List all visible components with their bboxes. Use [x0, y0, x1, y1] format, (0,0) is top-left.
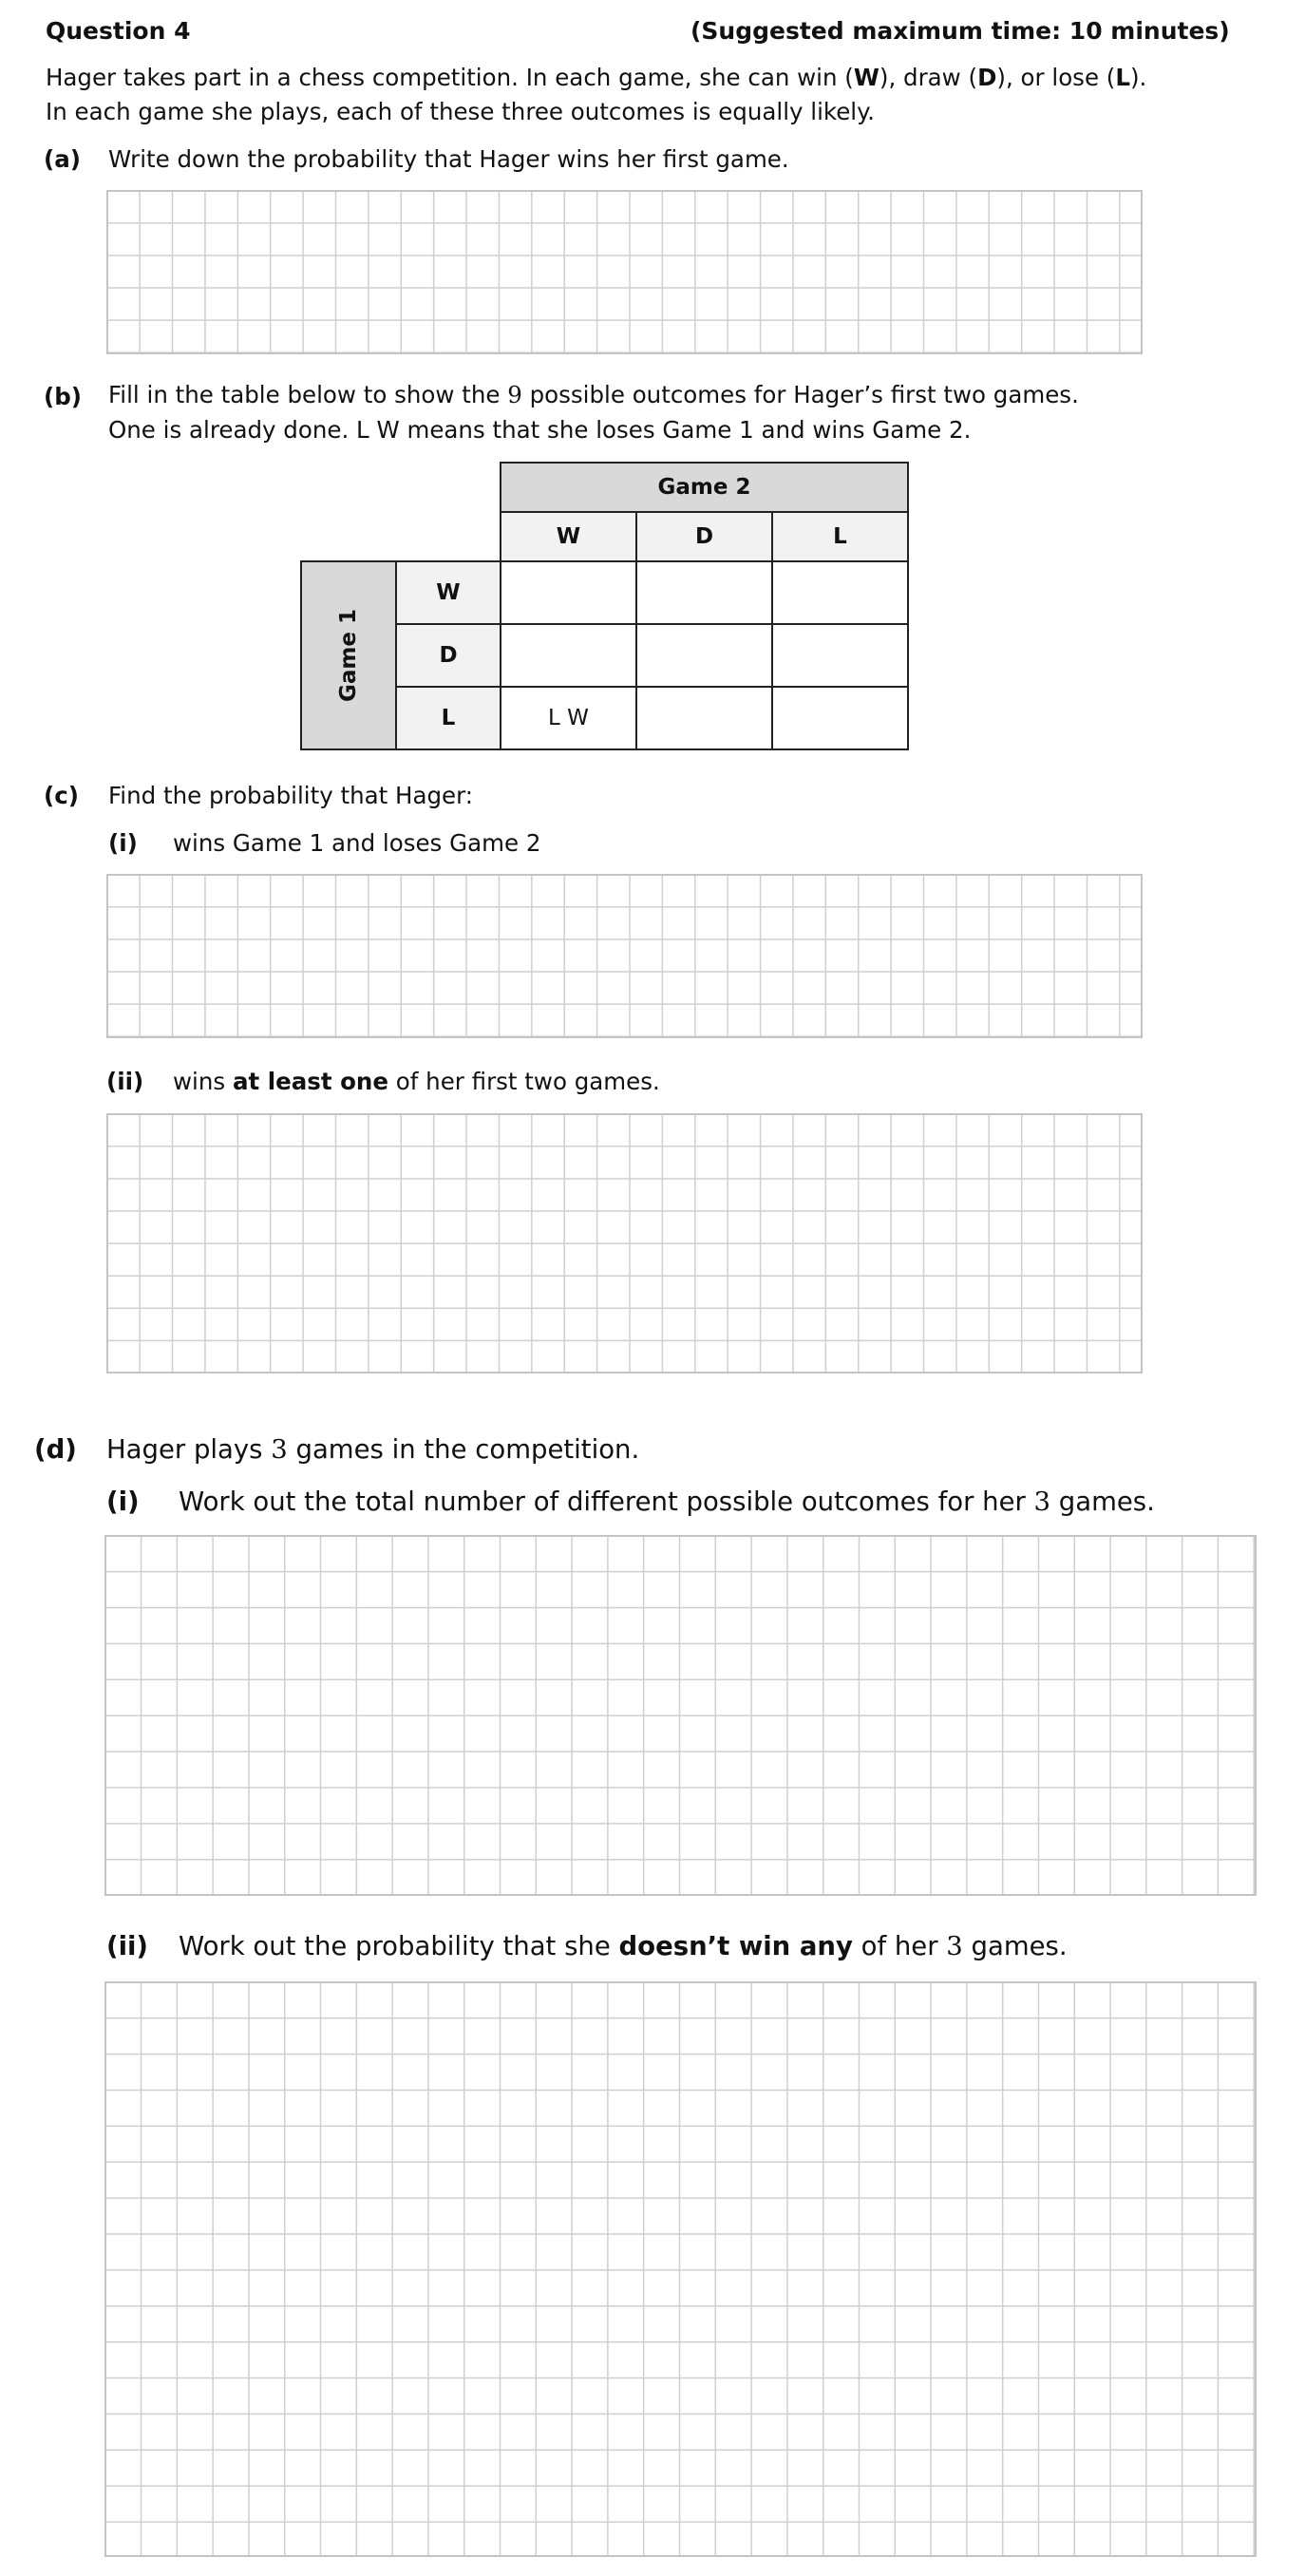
answer-grid-d-ii[interactable]: [104, 1981, 1257, 2557]
part-d-text: Hager plays 3 games in the competition.: [106, 1434, 640, 1465]
part-b-line-2: One is already done. L W means that she loses Game 1 and wins Game 2.: [108, 416, 972, 444]
table-cell-l-d[interactable]: [636, 687, 772, 749]
part-d-label: (d): [34, 1434, 77, 1465]
part-b-line-1: Fill in the table below to show the 9 possible outcomes for Hager’s first two games.: [108, 381, 1079, 408]
intro-line-2: In each game she plays, each of these three outcomes is equally likely.: [46, 98, 875, 125]
part-c-i-text: wins Game 1 and loses Game 2: [173, 829, 541, 857]
answer-grid-a[interactable]: [106, 190, 1143, 354]
outcomes-table: [300, 462, 909, 750]
col-header-w: W: [501, 512, 636, 561]
part-a-label: (a): [44, 145, 81, 173]
part-c-ii-text: wins at least one of her first two games.: [173, 1068, 660, 1095]
game2-header: Game 2: [501, 463, 908, 512]
col-header-l: L: [772, 512, 908, 561]
answer-grid-c-i[interactable]: [106, 874, 1143, 1038]
table-cell-l-l[interactable]: [772, 687, 908, 749]
time-note: (Suggested maximum time: 10 minutes): [690, 17, 1230, 45]
table-cell-d-w[interactable]: [501, 624, 636, 687]
answer-grid-c-ii[interactable]: [106, 1113, 1143, 1373]
part-d-i-label: (i): [106, 1487, 140, 1517]
part-c-i-label: (i): [108, 829, 138, 857]
part-d-ii-label: (ii): [106, 1931, 148, 1961]
game1-header: Game 1: [301, 561, 396, 749]
answer-grid-d-i[interactable]: [104, 1535, 1257, 1896]
row-header-d: D: [396, 624, 501, 687]
table-cell-w-d[interactable]: [636, 561, 772, 624]
part-c-label: (c): [44, 782, 79, 809]
part-c-text: Find the probability that Hager:: [108, 782, 473, 809]
part-c-ii-label: (ii): [106, 1068, 144, 1095]
row-header-l: L: [396, 687, 501, 749]
part-d-ii-text: Work out the probability that she doesn’t win any of her 3 games.: [179, 1931, 1068, 1961]
table-cell-l-w: L W: [501, 687, 636, 749]
col-header-d: D: [636, 512, 772, 561]
table-cell-w-w[interactable]: [501, 561, 636, 624]
question-title: Question 4: [46, 17, 191, 45]
intro-line-1: Hager takes part in a chess competition. In each game, she can win (W), draw (D), or lose (L).: [46, 64, 1147, 91]
table-cell-d-l[interactable]: [772, 624, 908, 687]
table-cell-d-d[interactable]: [636, 624, 772, 687]
part-d-i-text: Work out the total number of different possible outcomes for her 3 games.: [179, 1487, 1155, 1517]
table-cell-w-l[interactable]: [772, 561, 908, 624]
part-a-text: Write down the probability that Hager wins her first game.: [108, 145, 789, 173]
part-b-label: (b): [44, 383, 82, 410]
row-header-w: W: [396, 561, 501, 624]
